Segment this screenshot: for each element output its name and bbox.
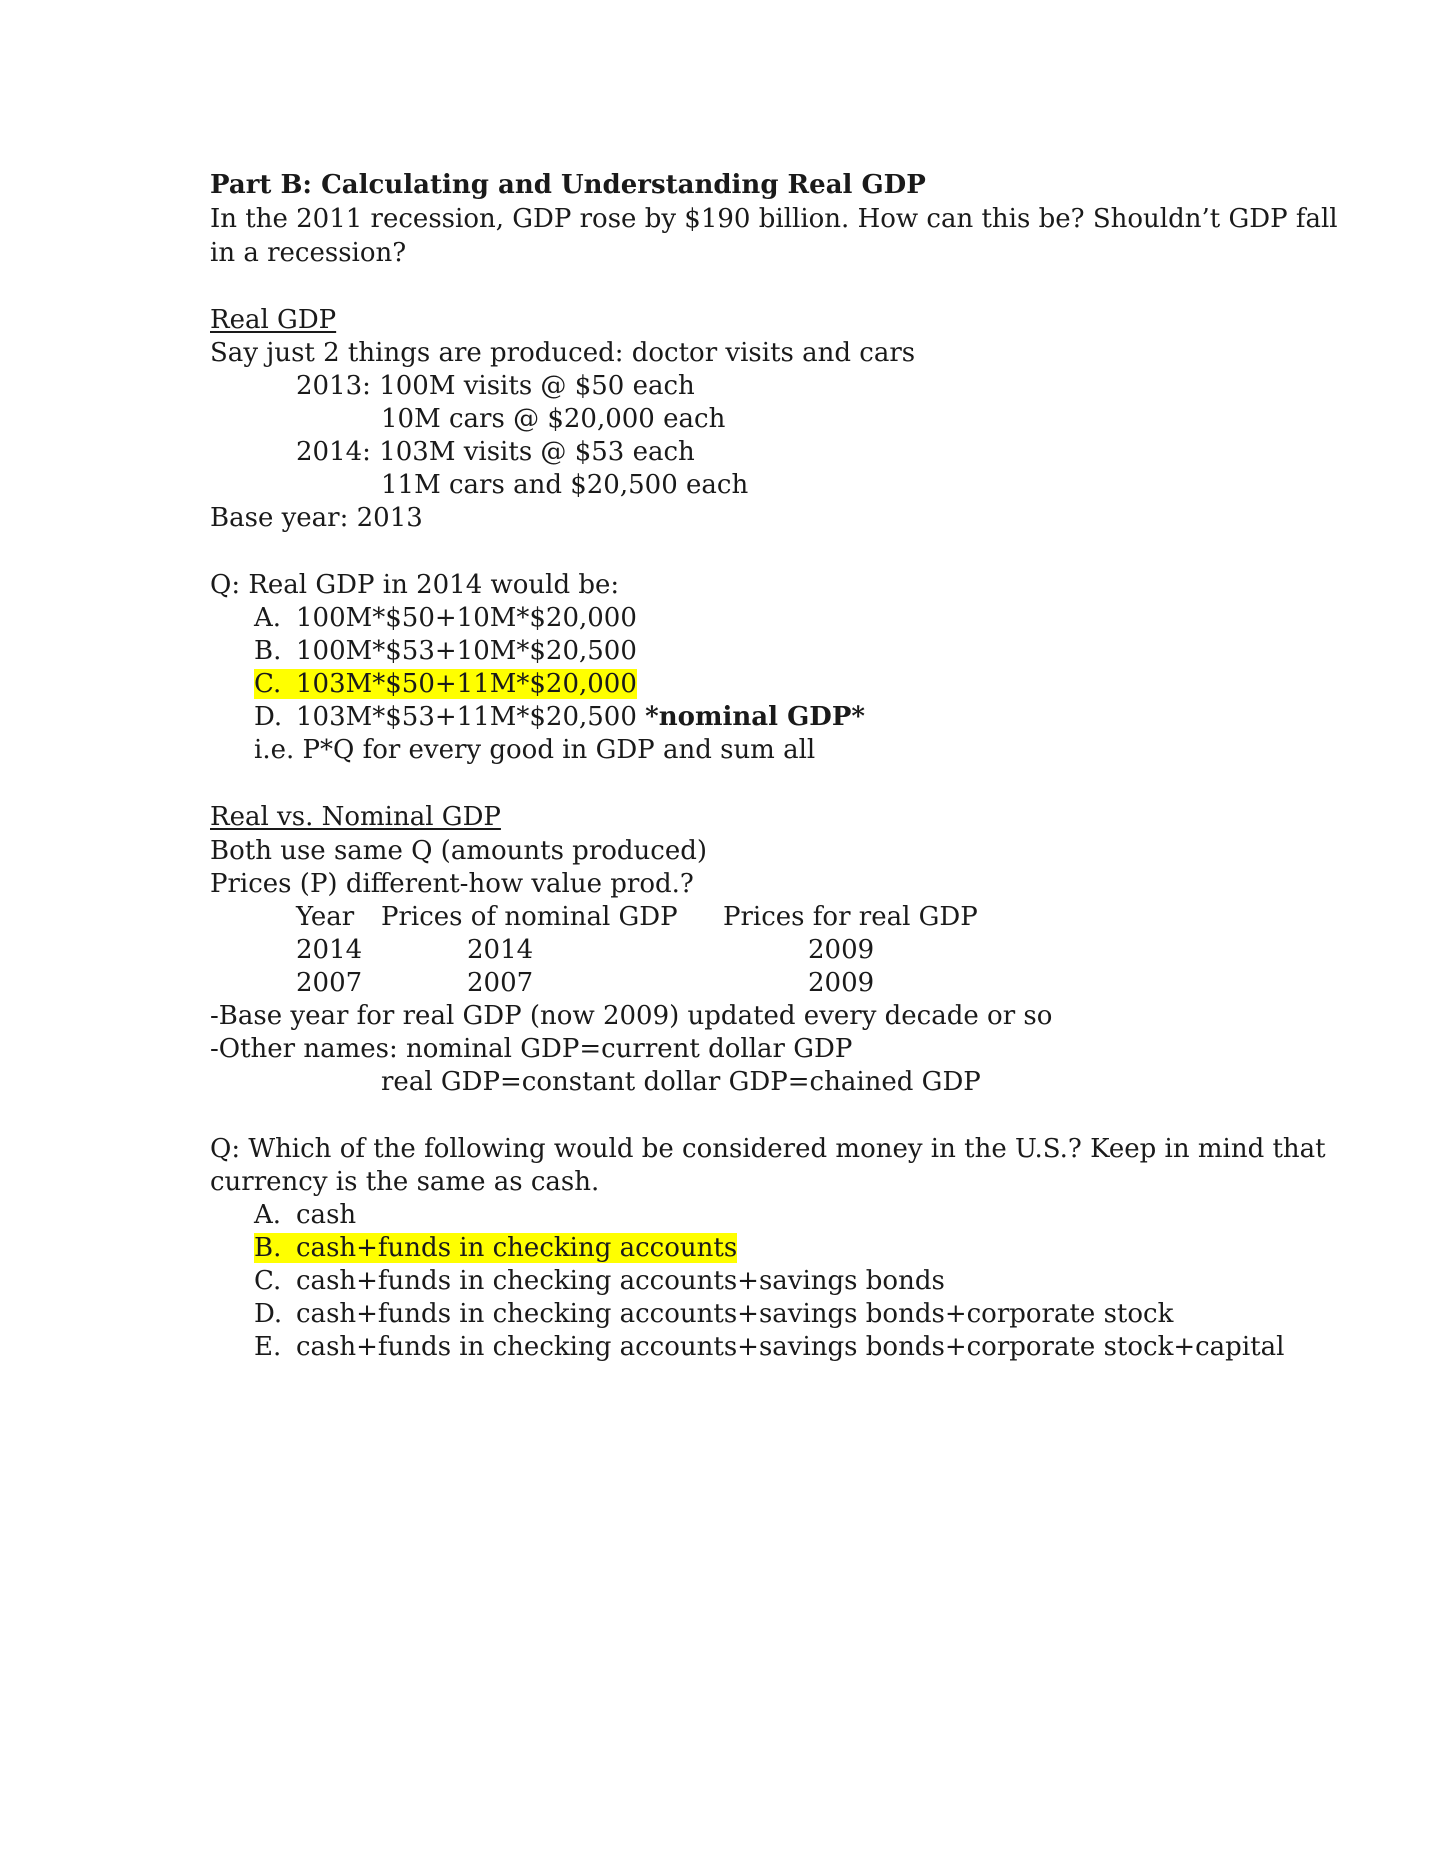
option-text: cash bbox=[296, 1200, 357, 1230]
option-text: cash+funds in checking accounts+savings bonds bbox=[296, 1266, 945, 1296]
option-letter: C. bbox=[254, 1266, 282, 1296]
table-cell: 2009 bbox=[808, 968, 875, 998]
q2-question-line-2: currency is the same as cash. bbox=[210, 1167, 600, 1197]
say-line: Say just 2 things are produced: doctor visits and cars bbox=[210, 338, 916, 368]
q1-option-d bbox=[254, 700, 865, 734]
option-letter: A. bbox=[254, 1200, 282, 1230]
nominal-gdp-note: *nominal GDP* bbox=[645, 702, 865, 732]
option-letter: E. bbox=[254, 1332, 282, 1362]
table-cell: 2014 bbox=[296, 935, 363, 965]
q2-option-a bbox=[254, 1198, 356, 1232]
year-2013-cars: 10M cars @ $20,000 each bbox=[381, 404, 726, 434]
q2-option-b-highlighted bbox=[254, 1231, 737, 1265]
table-cell: 2014 bbox=[467, 935, 534, 965]
intro-line-2: in a recession? bbox=[210, 238, 407, 268]
option-text: 103M*$53+11M*$20,500 bbox=[296, 702, 646, 732]
real-vs-nominal-line-2: Prices (P) different-how value prod.? bbox=[210, 869, 694, 899]
q1-option-c-highlighted bbox=[254, 667, 637, 701]
table-cell: 2009 bbox=[808, 935, 875, 965]
real-vs-nominal-heading: Real vs. Nominal GDP bbox=[210, 802, 501, 832]
option-letter: B. bbox=[254, 636, 282, 666]
other-names: -Other names: nominal GDP=current dollar GDP bbox=[210, 1034, 853, 1064]
option-letter: D. bbox=[254, 1299, 283, 1329]
q2-option-e bbox=[254, 1330, 1284, 1364]
table-cell: 2007 bbox=[296, 968, 363, 998]
intro-line-1: In the 2011 recession, GDP rose by $190 billion. How can this be? Shouldn’t GDP fall bbox=[210, 204, 1338, 234]
option-letter: C. bbox=[254, 669, 282, 699]
q1-option-b bbox=[254, 634, 637, 668]
option-text: cash+funds in checking accounts+savings bonds+corporate stock+capital bbox=[296, 1332, 1285, 1362]
real-gdp-heading: Real GDP bbox=[210, 305, 337, 335]
q1-option-a bbox=[254, 601, 637, 635]
option-text: 103M*$50+11M*$20,000 bbox=[296, 669, 637, 699]
other-names-2: real GDP=constant dollar GDP=chained GDP bbox=[381, 1067, 981, 1097]
year-2014-cars: 11M cars and $20,500 each bbox=[381, 470, 749, 500]
part-b-heading: Part B: Calculating and Understanding Real GDP bbox=[210, 170, 926, 200]
table-header-real: Prices for real GDP bbox=[723, 902, 978, 932]
option-letter: D. bbox=[254, 702, 283, 732]
option-text: 100M*$53+10M*$20,500 bbox=[296, 636, 637, 666]
table-header-year: Year bbox=[296, 902, 355, 932]
year-2014-visits: 2014: 103M visits @ $53 each bbox=[296, 437, 695, 467]
q2-option-d bbox=[254, 1297, 1173, 1331]
base-year-note: -Base year for real GDP (now 2009) updated every decade or so bbox=[210, 1001, 1053, 1031]
year-2013-visits: 2013: 100M visits @ $50 each bbox=[296, 371, 695, 401]
q2-option-c bbox=[254, 1264, 945, 1298]
q1-question: Q: Real GDP in 2014 would be: bbox=[210, 570, 620, 600]
option-text: 100M*$50+10M*$20,000 bbox=[296, 603, 637, 633]
table-cell: 2007 bbox=[467, 968, 534, 998]
real-vs-nominal-line-1: Both use same Q (amounts produced) bbox=[210, 836, 708, 866]
table-header-nominal: Prices of nominal GDP bbox=[381, 902, 678, 932]
q2-question-line-1: Q: Which of the following would be considered money in the U.S.? Keep in mind that bbox=[210, 1134, 1326, 1164]
q1-note: i.e. P*Q for every good in GDP and sum all bbox=[254, 735, 816, 765]
option-letter: B. bbox=[254, 1233, 282, 1263]
option-text: cash+funds in checking accounts bbox=[296, 1233, 738, 1263]
option-letter: A. bbox=[254, 603, 282, 633]
option-text: cash+funds in checking accounts+savings bonds+corporate stock bbox=[296, 1299, 1174, 1329]
base-year: Base year: 2013 bbox=[210, 503, 423, 533]
